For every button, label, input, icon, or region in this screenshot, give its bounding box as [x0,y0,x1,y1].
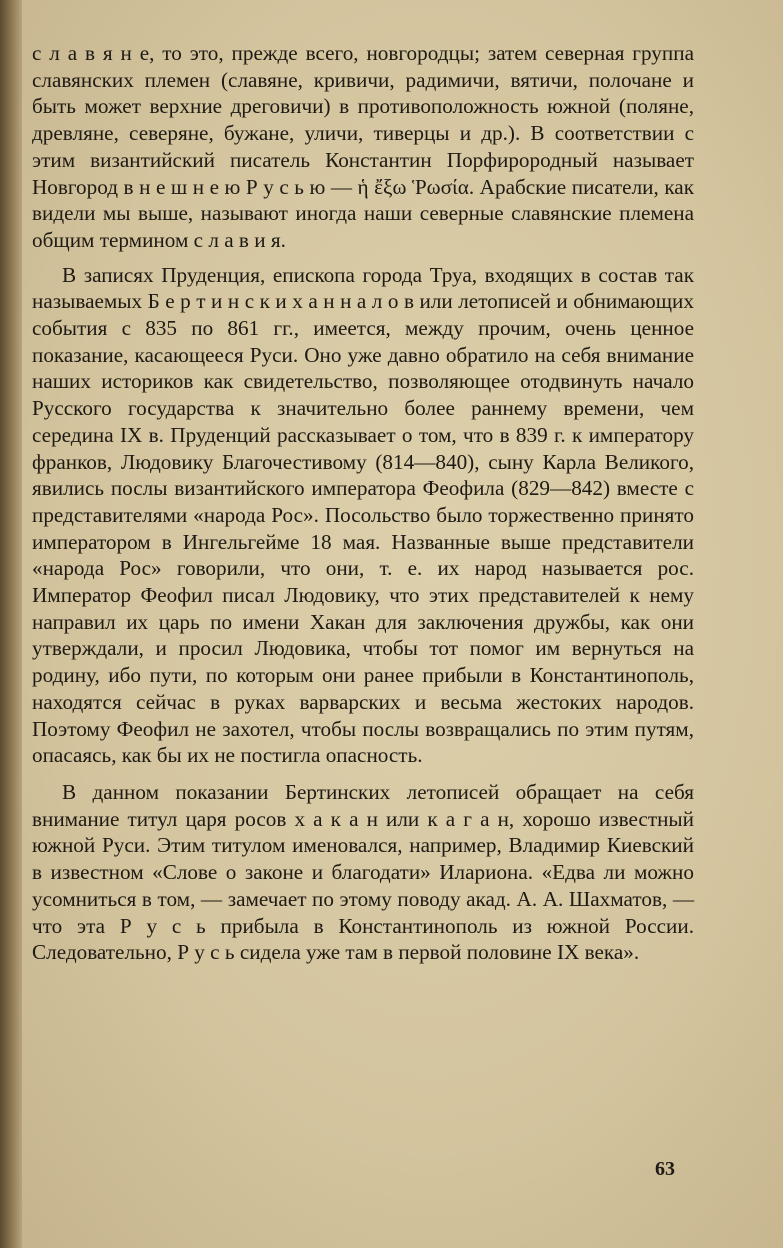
body-text [32,40,694,966]
paragraph-2: В записях Пруденция, епископа города Труа, входящих в состав так называемых Б е р т и н с к и х а н н а л о в или летописей и обнимающих события с 835 по 861 гг., имеется, между прочим, очень ценное показание, касающееся Руси. Оно уже давно обратило на себя внимание наших историков как свидетельство, позволяющее отодвинуть начало Русского государства к значительно более раннему времени, чем середина IX в. Пруденций рассказывает о том, что в 839 г. к императору франков, Людовику Благочестивому (814—840), сыну Карла Великого, явились послы византийского императора Феофила (829—842) вместе с представителями «народа Рос». Посольство было торжественно принято императором в Ингельгейме 18 мая. Названные выше представители «народа Рос» говорили, что они, т. е. их народ называется рос. Император Феофил писал Людовику, что этих представителей к нему направил их царь по имени Хакан для заключения дружбы, как они утверждали, и просил Людовика, чтобы тот помог им вернуться на родину, ибо пути, по которым они ранее прибыли в Константинополь, находятся сейчас в руках варварских и весьма жестоких народов. Поэтому Феофил не захотел, чтобы послы возвращались по этим путям, опасаясь, как бы их не постигла опасность. [32,262,694,768]
paragraph-3: В данном показании Бертинских летописей обращает на себя внимание титул царя росов х а к а н или к а г а н, хорошо известный южной Руси. Этим титулом именовался, например, Владимир Киевский в известном «Слове о законе и благодати» Илариона. «Едва ли можно усомниться в том, — замечает по этому поводу акад. А. А. Шахматов, — что эта Р у с ь прибыла в Константинополь из южной России. Следовательно, Р у с ь сидела уже там в первой половине IX века». [32,779,694,965]
book-spine [0,0,22,1248]
page-number: 63 [655,1158,675,1180]
paragraph-1: с л а в я н е, то это, прежде всего, новгородцы; затем северная группа славянских племен (славяне, кривичи, радимичи, вятичи, полочане и быть может верхние дреговичи) в противоположность южной (поляне, древляне, северяне, бужане, уличи, тиверцы и др.). В соответствии с этим византийский писатель Константин Порфирородный называет Новгород в н е ш н е ю Р у с ь ю — ἡ ἔξω Ῥωσία. Арабские писатели, как видели мы выше, называют иногда наши северные славянские племена общим термином с л а в и я. [32,41,694,252]
